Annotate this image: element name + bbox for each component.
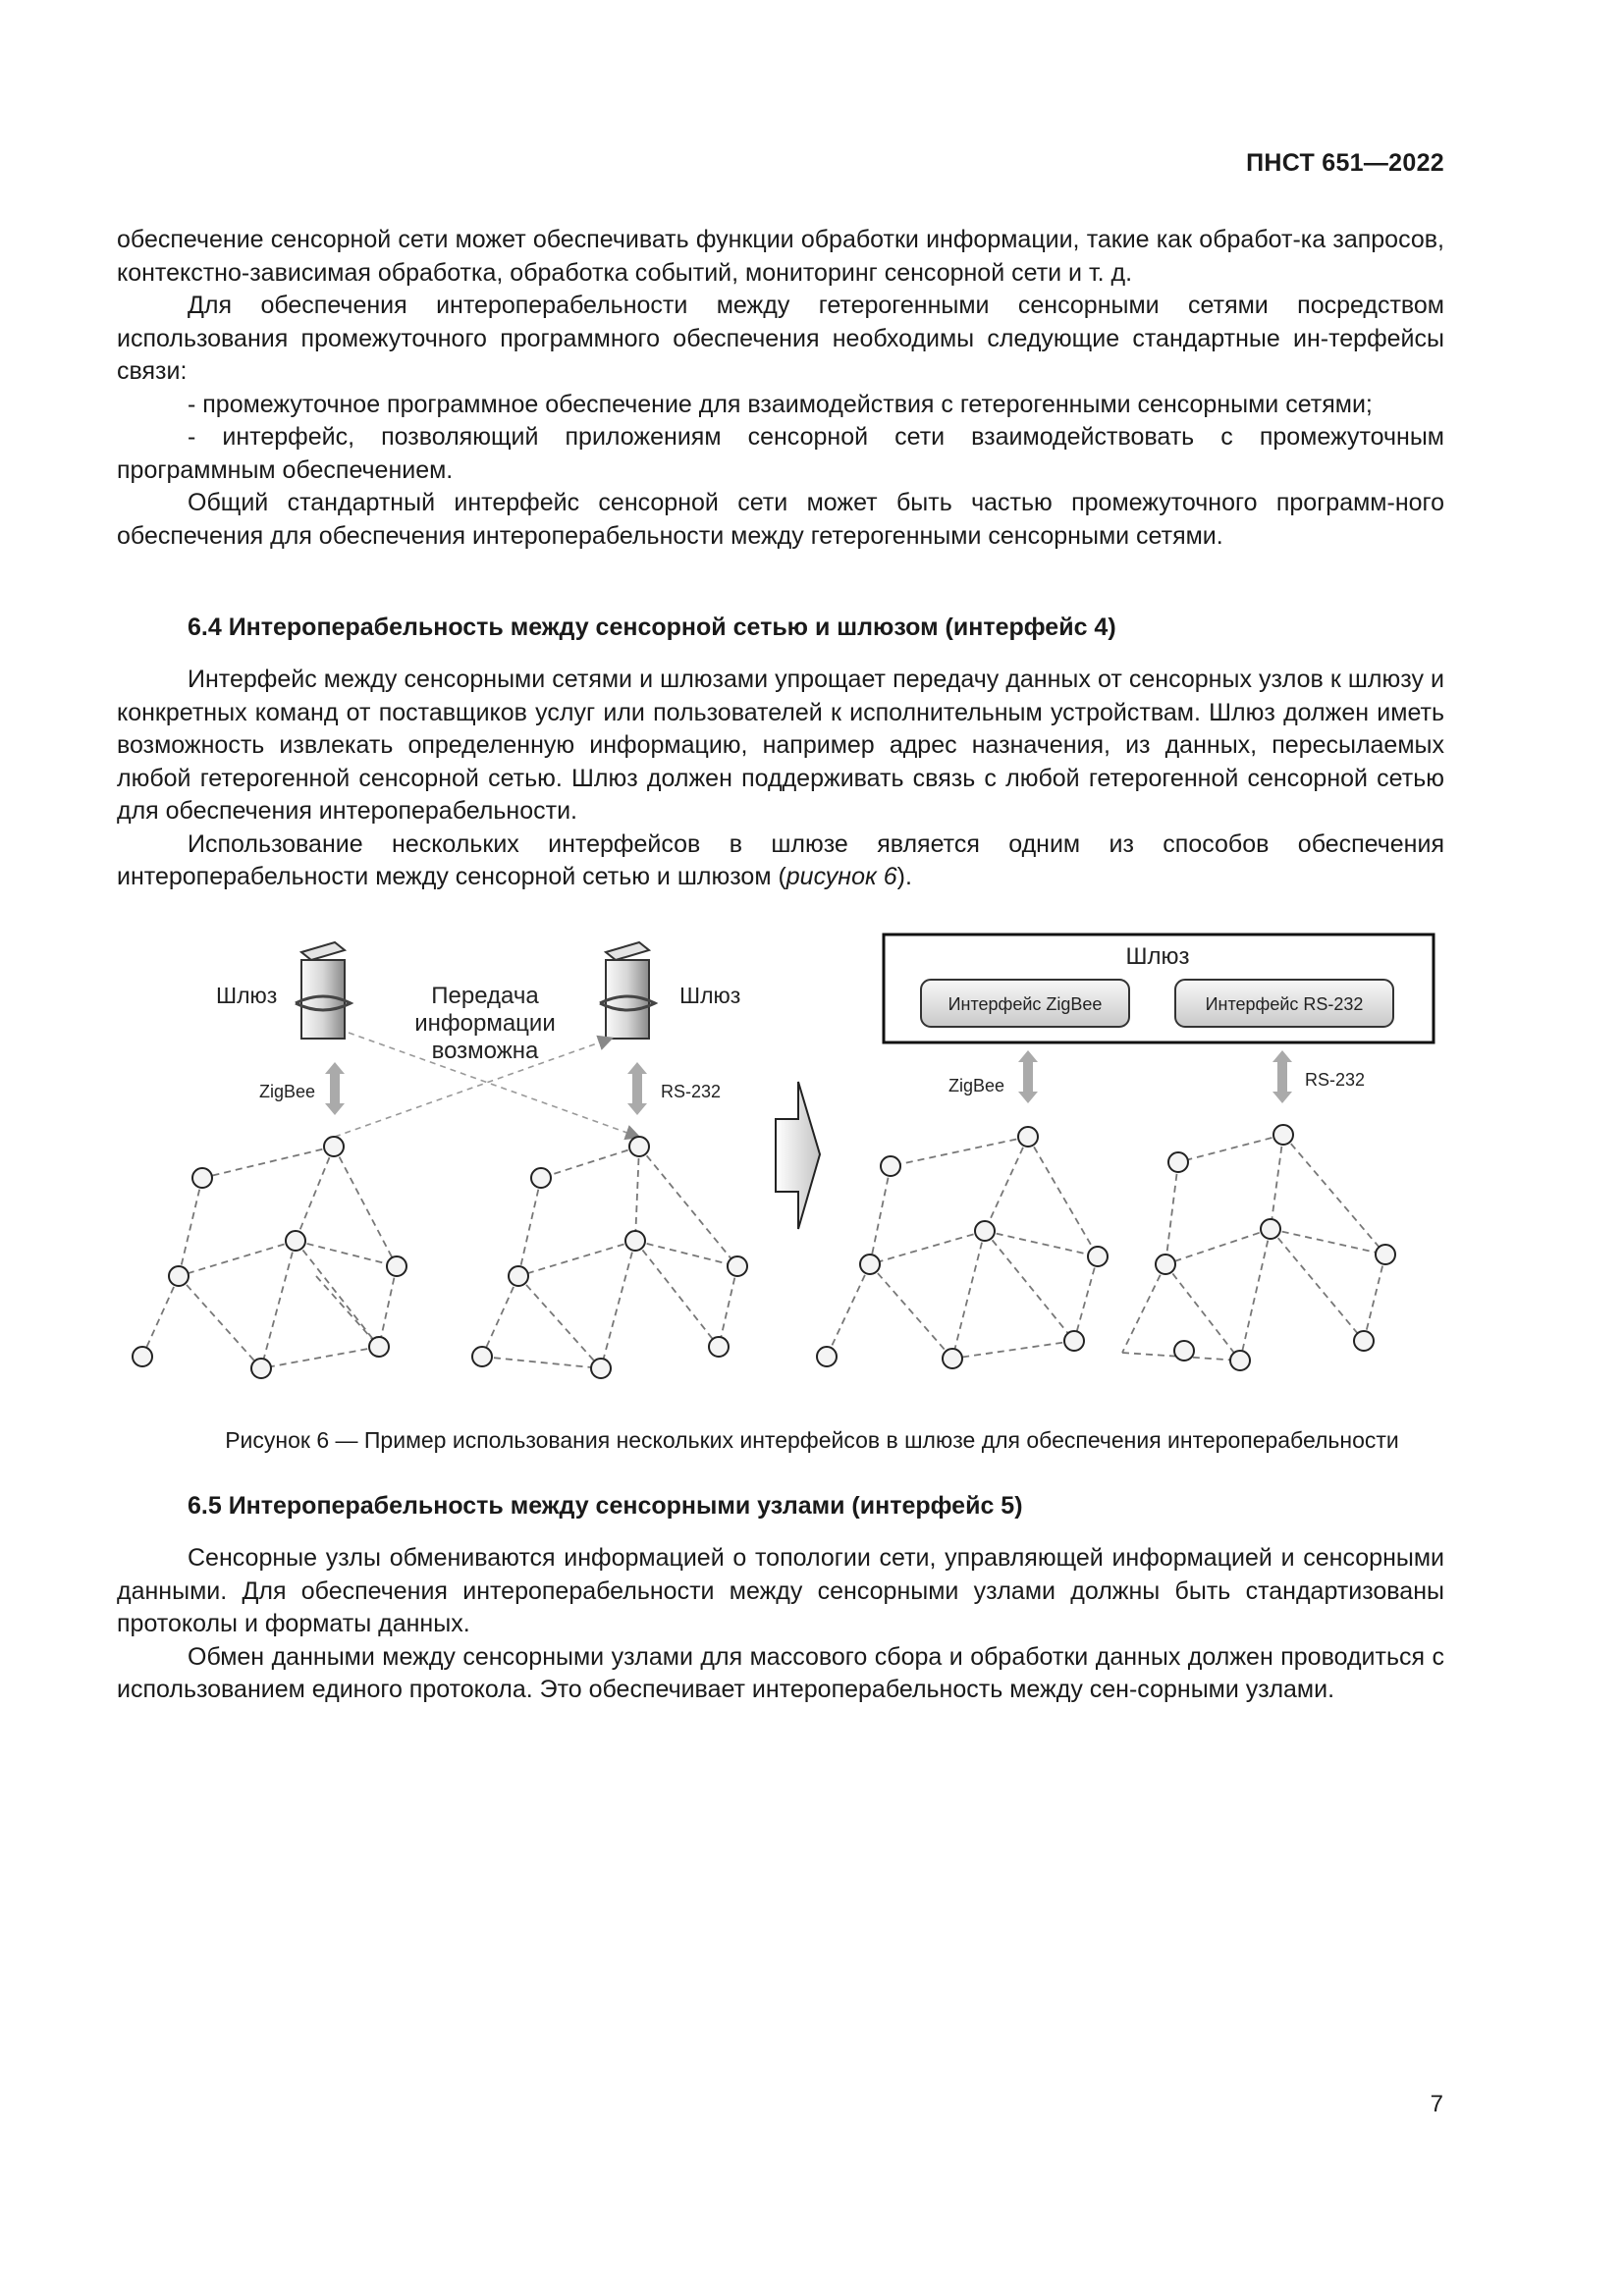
combined-gateway-title: Шлюз <box>1125 943 1190 970</box>
double-arrow-icon <box>325 1062 345 1115</box>
sensor-node <box>860 1255 880 1274</box>
double-arrow-icon <box>627 1062 647 1115</box>
paragraph: обеспечение сенсорной сети может обеспечивать функции обработки информации, такие как обработ-ка запросов, контекстно-зависимая обработка, обработка событий, мониторинг сенсорной сети и т. д. <box>117 226 1444 287</box>
section-heading-6-4: 6.4 Интероперабельность между сенсорной сетью и шлюзом (интерфейс 4) <box>188 614 1116 641</box>
sensor-node <box>1261 1219 1280 1239</box>
double-arrow-icon <box>1018 1050 1038 1103</box>
page-number: 7 <box>1430 2091 1443 2117</box>
sensor-network-left-zigbee <box>133 1137 406 1378</box>
sensor-node <box>1064 1331 1084 1351</box>
paragraph: Общий стандартный интерфейс сенсорной сети может быть частью промежуточного программ-ного обеспечения для обеспечения интероперабельности между гетерогенными сенсорными сетями. <box>117 489 1444 550</box>
intro-text <box>117 224 1444 553</box>
sensor-node <box>509 1266 528 1286</box>
paragraph: Обмен данными между сенсорными узлами для массового сбора и обработки данных должен проводиться с использованием единого протокола. Это обеспечивает интероперабельность между сен-сорными узлами. <box>117 1642 1444 1703</box>
transition-arrow-icon <box>776 1082 820 1229</box>
figure-reference: рисунок 6 <box>785 863 897 890</box>
sensor-node <box>975 1221 995 1241</box>
zigbee-label-right: ZigBee <box>948 1076 1005 1095</box>
sensor-node <box>369 1337 389 1357</box>
paragraph <box>117 828 1444 894</box>
sensor-node <box>728 1256 747 1276</box>
sensor-node <box>472 1347 492 1366</box>
sensor-node <box>625 1231 645 1251</box>
sensor-node <box>531 1168 551 1188</box>
paragraph-text: Использование нескольких интерфейсов в шлюзе является одним из способов обеспечения интероперабельности между сенсорной сетью и шлюзом ( <box>117 829 1444 890</box>
rs232-label-right: RS-232 <box>1305 1070 1366 1090</box>
zigbee-label: ZigBee <box>259 1082 316 1101</box>
sensor-node <box>387 1256 406 1276</box>
figure-6 <box>117 925 1444 1415</box>
section-6-5-text <box>117 1542 1444 1707</box>
paragraph: - интерфейс, позволяющий приложениям сенсорной сети взаимодействовать с промежуточным программным обеспечением. <box>117 423 1444 484</box>
sensor-node <box>1230 1351 1250 1370</box>
sensor-node <box>251 1359 271 1378</box>
transfer-line-2: информации <box>414 1010 556 1037</box>
section-heading-6-5: 6.5 Интероперабельность между сенсорными узлами (интерфейс 5) <box>188 1492 1023 1520</box>
sensor-node <box>1376 1245 1395 1264</box>
paragraph: Интерфейс между сенсорными сетями и шлюзами упрощает передачу данных от сенсорных узлов к шлюзу и конкретных команд от поставщиков услуг или пользователей к исполнительным устройствам. Шлюз должен иметь возможность извлекать определенную информацию, например адрес назначения, из данных, пересылаемых любой гетерогенной сенсорной сетью. Шлюз должен поддерживать связь с любой гетерогенной сенсорной сетью для обеспечения интероперабельности. <box>117 666 1444 825</box>
section-6-4-text <box>117 664 1444 894</box>
sensor-node <box>1174 1341 1194 1361</box>
sensor-node <box>881 1156 900 1176</box>
sensor-node <box>133 1347 152 1366</box>
figure-6-diagram <box>117 925 1444 1415</box>
paragraph: - промежуточное программное обеспечение для взаимодействия с гетерогенными сенсорными сетями; <box>188 390 1373 418</box>
sensor-node <box>1273 1125 1293 1145</box>
figure-caption: Рисунок 6 — Пример использования нескольких интерфейсов в шлюзе для обеспечения интероперабельности <box>225 1427 1399 1453</box>
sensor-node <box>1354 1331 1374 1351</box>
sensor-node <box>192 1168 212 1188</box>
left-gateway-label: Шлюз <box>216 983 278 1008</box>
interface-rs232-label: Интерфейс RS-232 <box>1205 994 1364 1014</box>
sensor-node <box>629 1137 649 1156</box>
rs232-label: RS-232 <box>661 1082 722 1101</box>
sensor-node <box>591 1359 611 1378</box>
sensor-network-right-rs232 <box>1122 1125 1395 1370</box>
interface-zigbee-label: Интерфейс ZigBee <box>947 994 1103 1014</box>
sensor-node <box>817 1347 837 1366</box>
sensor-node <box>1156 1255 1175 1274</box>
double-arrow-icon <box>1272 1050 1292 1103</box>
sensor-node <box>1088 1247 1108 1266</box>
server-icon <box>296 942 351 1039</box>
sensor-network-right-zigbee <box>817 1127 1108 1368</box>
sensor-node <box>943 1349 962 1368</box>
sensor-node <box>1018 1127 1038 1147</box>
sensor-node <box>169 1266 189 1286</box>
right-gateway-label: Шлюз <box>679 983 741 1008</box>
transfer-line-1: Передача <box>431 983 539 1009</box>
sensor-network-left-rs232 <box>472 1137 747 1378</box>
paragraph: Для обеспечения интероперабельности между гетерогенными сенсорными сетями посредством использования промежуточного программного обеспечения необходимы следующие стандартные ин-терфейсы связи: <box>117 292 1444 385</box>
paragraph: Сенсорные узлы обмениваются информацией о топологии сети, управляющей информацией и сенсорными данными. Для обеспечения интероперабельности между сенсорными узлами должны быть стандартизованы протоколы и форматы данных. <box>117 1544 1444 1637</box>
sensor-node <box>709 1337 729 1357</box>
transfer-line-3: возможна <box>431 1038 539 1064</box>
document-code: ПНСТ 651—2022 <box>1246 149 1444 177</box>
sensor-node <box>286 1231 305 1251</box>
sensor-node <box>324 1137 344 1156</box>
sensor-node <box>1168 1152 1188 1172</box>
server-icon <box>600 942 655 1039</box>
paragraph-text: ). <box>896 863 912 890</box>
